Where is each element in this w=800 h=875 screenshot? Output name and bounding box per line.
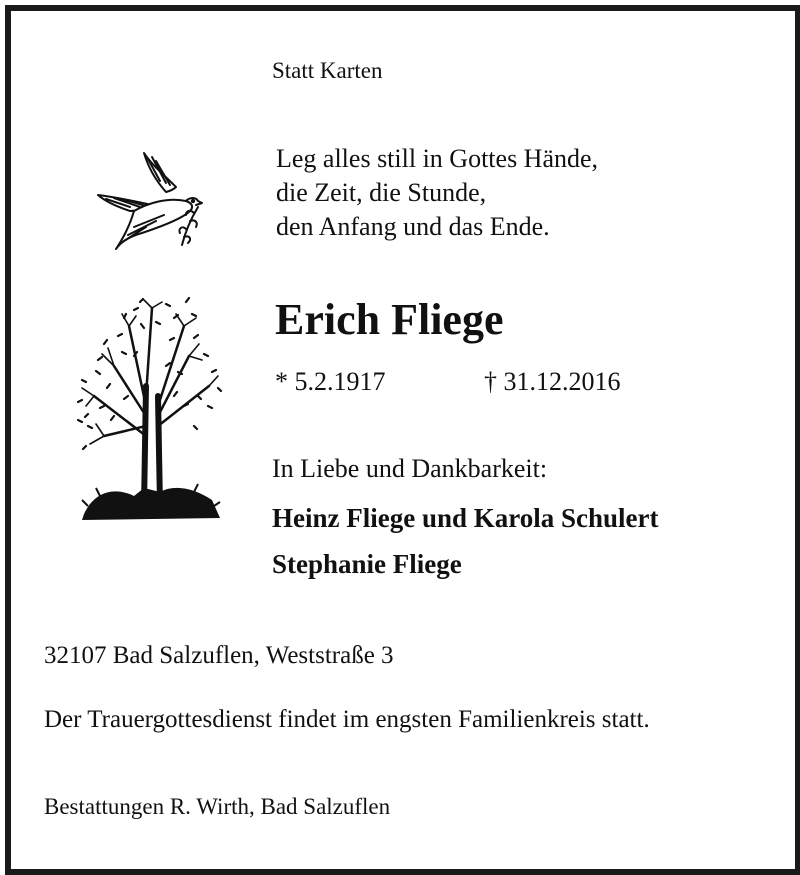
address: 32107 Bad Salzuflen, Weststraße 3 xyxy=(44,642,394,669)
header-text: Statt Karten xyxy=(272,58,383,83)
death-date: † 31.12.2016 xyxy=(484,367,621,396)
mourners-line-2: Stephanie Fliege xyxy=(272,549,462,579)
birth-date: * 5.2.1917 xyxy=(275,367,386,396)
verse-line-2: die Zeit, die Stunde, xyxy=(276,178,487,207)
deceased-name: Erich Fliege xyxy=(275,295,504,344)
undertaker: Bestattungen R. Wirth, Bad Salzuflen xyxy=(44,794,391,819)
verse-line-1: Leg alles still in Gottes Hände, xyxy=(276,144,599,173)
dove-icon xyxy=(94,145,214,255)
tree-icon xyxy=(74,296,224,526)
verse-line-3: den Anfang und das Ende. xyxy=(276,212,550,241)
mourners-line-1: Heinz Fliege und Karola Schulert xyxy=(272,503,659,533)
mourners-intro: In Liebe und Dankbarkeit: xyxy=(272,454,548,483)
service-note: Der Trauergottesdienst findet im engsten Familienkreis statt. xyxy=(44,706,650,733)
